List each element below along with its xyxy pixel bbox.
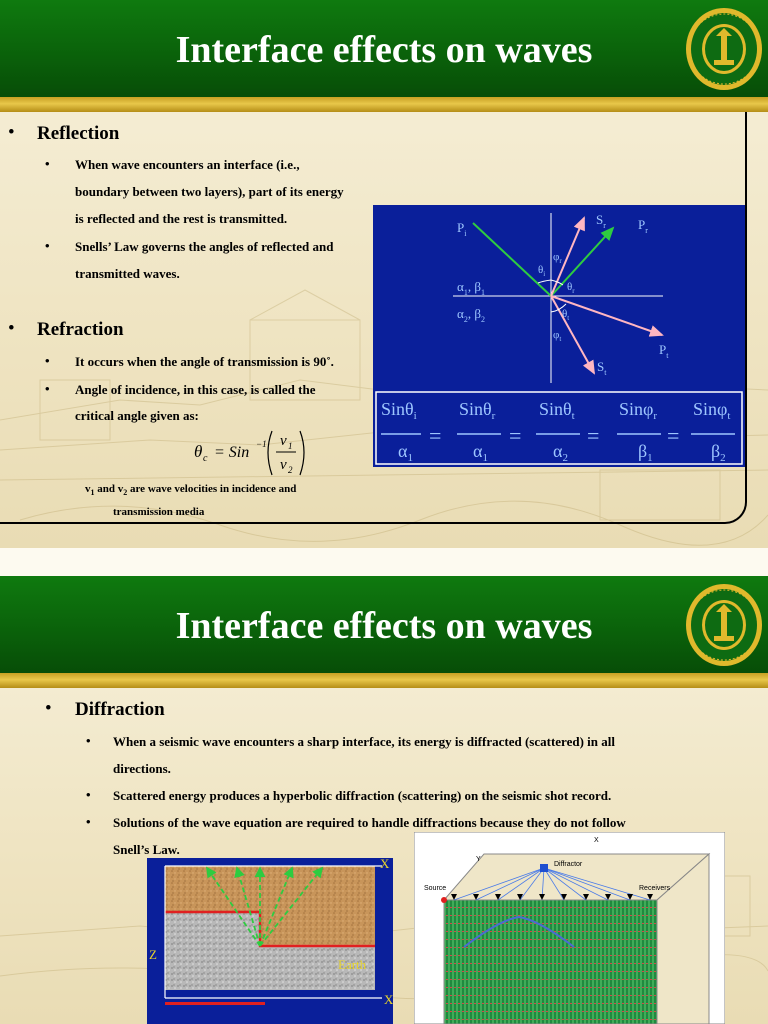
x-axis-label: X: [380, 858, 390, 871]
svg-text:=: =: [509, 423, 522, 448]
velocity-note-line2: transmission media: [113, 506, 205, 518]
slide-2-title: Interface effects on waves: [175, 605, 593, 647]
bullet-dot: •: [86, 733, 91, 748]
slide-gap: [0, 548, 768, 576]
bullet-dot: •: [86, 787, 91, 802]
svg-text:β2: $\beta_2$: [711, 441, 726, 464]
bullet-dot: •: [8, 122, 15, 143]
gold-divider-band: [0, 97, 768, 112]
formula-denominator: v: [280, 457, 287, 473]
formula-den-sub: 2: [288, 465, 293, 475]
label-s-transmitted: $S_t$: [597, 359, 607, 377]
svg-text:α1: $\alpha_1$: [473, 441, 488, 464]
slide-1-title: Interface effects on waves: [175, 29, 593, 71]
earth-label: Earth: [338, 957, 367, 972]
bullet-dot: •: [45, 698, 52, 719]
incident-p-ray: [473, 223, 551, 296]
bullet-dot: •: [8, 318, 15, 339]
snell-equation: [381, 399, 730, 464]
slide-1-header: [0, 0, 768, 97]
earth-model-figure: [147, 858, 393, 1024]
label-s-reflected: $S_r$: [596, 212, 606, 230]
reflection-heading: Reflection: [37, 123, 120, 144]
label-p-reflected: $P_r$: [638, 217, 648, 235]
reflection-point: When wave encounters an interface (i.e.,: [75, 157, 300, 172]
svg-text:=: =: [587, 423, 600, 448]
reflection-point: boundary between two layers), part of its energy: [75, 184, 344, 199]
label-p-transmitted: $P_t$: [659, 342, 669, 360]
diffraction-point: Snell’s Law.: [113, 842, 180, 857]
label-theta-i: $\theta_i$: [538, 264, 546, 278]
diffraction-heading: Diffraction: [75, 699, 165, 720]
svg-text:Sinθt: Sinθ$_t$: [539, 399, 575, 422]
slide-2: [0, 576, 768, 1024]
receivers-label: Receivers: [639, 885, 671, 892]
critical-angle-formula: [190, 425, 310, 481]
bullet-dot: •: [45, 381, 50, 396]
svg-text:Sinθi: Sinθ$_i$: [381, 399, 417, 422]
refraction-point: Angle of incidence, in this case, is called the: [75, 382, 316, 397]
reflection-point: transmitted waves.: [75, 266, 180, 281]
bullet-dot: •: [45, 238, 50, 253]
refraction-point: critical angle given as:: [75, 408, 199, 423]
university-seal-logo: [684, 582, 764, 668]
y-axis-label: Y: [476, 856, 481, 863]
bullet-dot: •: [45, 156, 50, 171]
reflection-point: is reflected and the rest is transmitted.: [75, 211, 288, 226]
diffraction-point: When a seismic wave encounters a sharp interface, its energy is diffracted (scattered) in all: [113, 734, 615, 749]
svg-text:Sinφt: Sinφ$_t$: [693, 399, 731, 422]
svg-text:=: =: [429, 423, 442, 448]
label-phi-t: $\varphi_t$: [553, 329, 562, 343]
label-theta-t: $\theta_t$: [562, 308, 570, 322]
svg-text:α2: $\alpha_2$: [553, 441, 568, 464]
diffraction-shot-record-figure: [414, 832, 725, 1024]
svg-text:α1: $\alpha_1$: [398, 441, 413, 464]
diffraction-point: Solutions of the wave equation are required to handle diffractions because they do not follow: [113, 815, 626, 830]
x-axis-label-2: X: [384, 992, 393, 1007]
label-layer2: $\alpha_2$, $\beta_2$: [457, 306, 485, 324]
formula-num-sub: 1: [288, 441, 293, 451]
diffraction-point: Scattered energy produces a hyperbolic diffraction (scattering) on the seismic shot record.: [113, 788, 612, 803]
svg-text:β1: $\beta_1$: [638, 441, 653, 464]
gold-divider-band: [0, 673, 768, 688]
diffraction-point: directions.: [113, 761, 171, 776]
snells-law-diagram-svg: [373, 205, 745, 467]
source-label: Source: [424, 885, 447, 892]
velocity-note-line1: $v_1$ and $v_2$ are wave velocities in incidence and: [85, 483, 297, 498]
reflection-point: Snells’ Law governs the angles of reflected and: [75, 239, 334, 254]
diffractor-label: Diffractor: [554, 861, 583, 868]
slide-2-header: [0, 576, 768, 673]
formula-sub-c: c: [203, 453, 208, 464]
formula-numerator: v: [280, 433, 287, 449]
formula-sin: = Sin: [214, 444, 250, 461]
snells-law-diagram: [373, 205, 745, 467]
z-axis-label: Z: [149, 947, 157, 962]
label-p-incident: $P_i$: [457, 220, 467, 238]
bullet-dot: •: [45, 353, 50, 368]
bullet-dot: •: [86, 814, 91, 829]
svg-text:Sinφr: Sinφ$_r$: [619, 399, 658, 422]
x-axis-label: X: [594, 837, 599, 844]
refraction-point: It occurs when the angle of transmission is 90˚.: [75, 354, 334, 369]
university-seal-logo: [684, 6, 764, 92]
svg-text:=: =: [667, 423, 680, 448]
formula-superscript: −1: [256, 439, 267, 449]
label-layer1: $\alpha_1$, $\beta_1$: [457, 279, 485, 297]
svg-text:Sinθr: Sinθ$_r$: [459, 399, 496, 422]
refraction-heading: Refraction: [37, 319, 124, 340]
formula-theta: θ: [194, 442, 203, 461]
label-phi-r: $\varphi_r$: [553, 251, 562, 265]
label-theta-r: $\theta_r$: [567, 281, 575, 295]
